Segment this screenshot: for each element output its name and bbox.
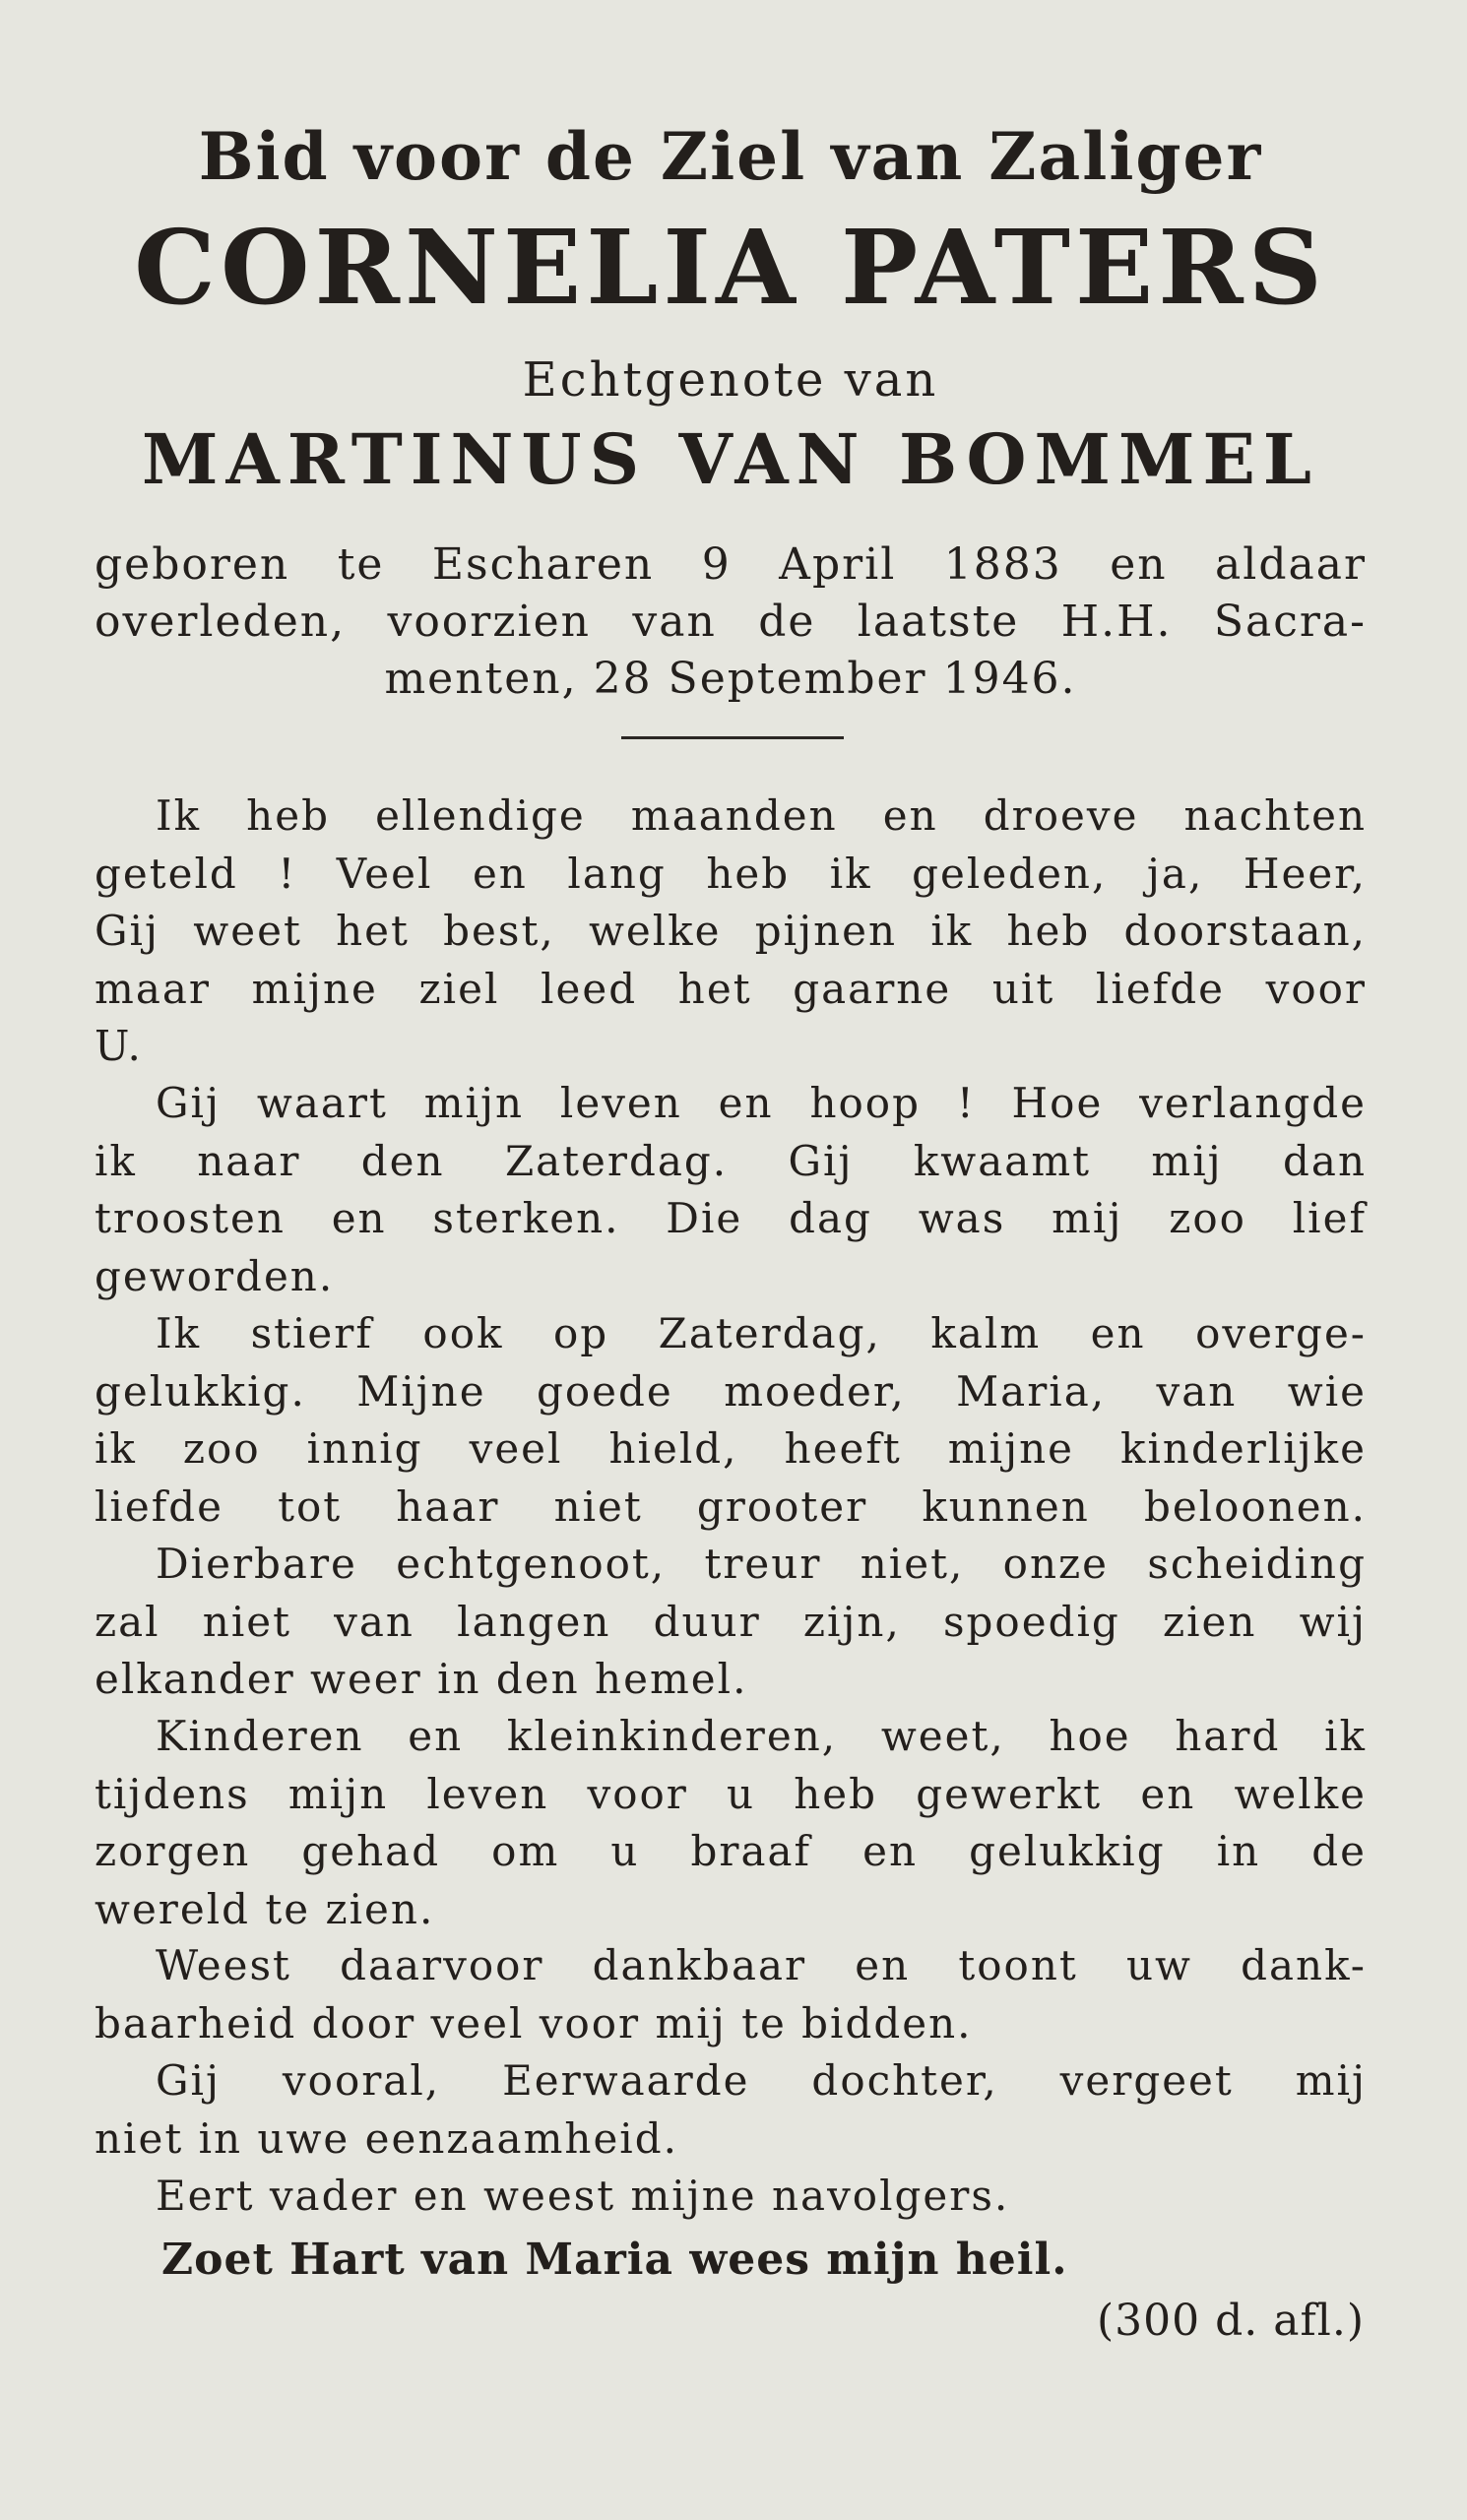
divider-rule [621,736,844,739]
verse-line: troosten en sterken. Die dag was mij zoo lief [95,1194,1367,1242]
verse-line: Ik stierf ook op Zaterdag, kalm en overge- [156,1309,1367,1357]
verse-line: Gij vooral, Eerwaarde dochter, vergeet mij [156,2056,1367,2105]
verse-line: geworden. [95,1251,335,1300]
verse-paragraph [95,788,1367,1076]
closing-invocation: Zoet Hart van Maria wees mijn heil. [161,2235,1068,2285]
verse-line: Gij weet het best, welke pijnen ik heb doorstaan, [95,907,1367,955]
verse-line: tijdens mijn leven voor u heb gewerkt en welke [95,1769,1367,1818]
verse-line: U. [95,1022,143,1070]
verse-line: ik naar den Zaterdag. Gij kwaamt mij dan [95,1136,1367,1185]
card-content [95,0,1367,2520]
verse-line: Kinderen en kleinkinderen, weet, hoe hard ik [156,1712,1367,1760]
verse-line: zorgen gehad om u braaf en gelukkig in de [95,1827,1367,1875]
verse-paragraph [95,1708,1367,1938]
verse-line: ik zoo innig veel hield, heeft mijne kinderlijke [95,1424,1367,1473]
deceased-name: CORNELIA PATERS [134,207,1327,328]
verse-line: elkander weer in den hemel. [95,1655,748,1703]
verse-paragraph [95,2052,1367,2168]
indulgence-note: (300 d. afl.) [1096,2296,1365,2346]
prayer-heading: Bid voor de Ziel van Zaliger [198,118,1263,195]
biography [95,536,1367,708]
verse-line: Gij waart mijn leven en hoop ! Hoe verlangde [156,1079,1367,1127]
verse-line: Ik heb ellendige maanden en droeve nachten [156,791,1367,840]
verse-line: Eert vader en weest mijne navolgers. [156,2172,1010,2220]
verse-paragraph [95,1075,1367,1305]
verse-paragraph [95,1305,1367,1536]
spouse-prefix: Echtgenote van [522,352,939,408]
verse-line: baarheid door veel voor mij te bidden. [95,1998,973,2048]
verse-line: zal niet van langen duur zijn, spoedig zien wij [95,1597,1367,1646]
verse-line: wereld te zien. [95,1884,435,1933]
verse-line: Weest daarvoor dankbaar en toont uw dank- [156,1941,1367,1989]
biography-line: overleden, voorzien van de laatste H.H. Sacra- [95,597,1367,647]
biography-line: menten, 28 September 1946. [384,654,1077,704]
verse-line: niet in uwe eenzaamheid. [95,2113,678,2163]
verse-paragraph [95,1937,1367,2052]
verse-paragraph [95,2168,1367,2226]
verse-line: gelukkig. Mijne goede moeder, Maria, van wie [95,1366,1367,1416]
biography-line: geboren te Escharen 9 April 1883 en aldaar [95,539,1367,590]
verse-line: Dierbare echtgenoot, treur niet, onze scheiding [156,1540,1367,1588]
verse-line: geteld ! Veel en lang heb ik geleden, ja, Heer, [95,849,1367,898]
verse-line: maar mijne ziel leed het gaarne uit liefde voor [95,964,1367,1013]
verse-paragraph [95,1536,1367,1709]
verse-line: liefde tot haar niet grooter kunnen beloonen. [95,1481,1367,1531]
spouse-name: MARTINUS VAN BOMMEL [141,418,1320,500]
